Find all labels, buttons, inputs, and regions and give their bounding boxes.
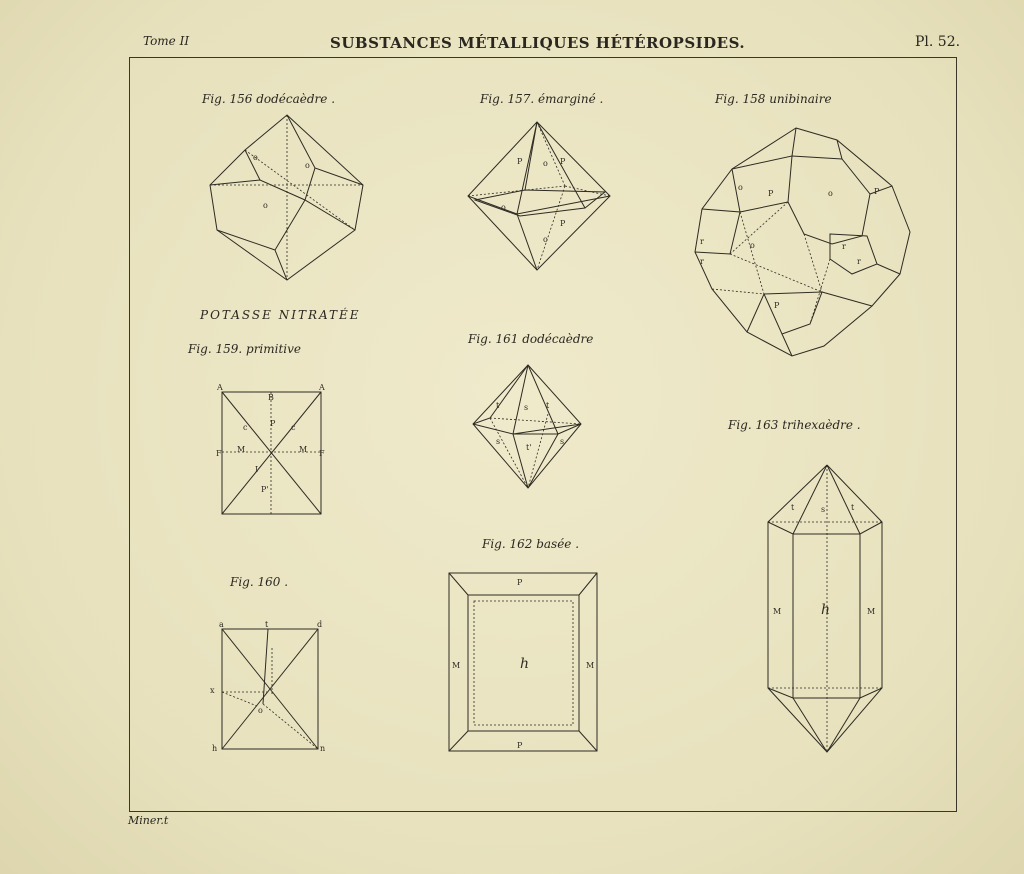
label-F: F (319, 449, 325, 458)
label-A: A (319, 383, 325, 392)
label-t-prime: t' (526, 443, 532, 452)
figure-157-octahedron (465, 118, 625, 276)
volume-label: Tome II (143, 34, 190, 48)
label-o: o (750, 241, 755, 250)
label-t: t (546, 401, 550, 410)
label-c: c (243, 423, 248, 432)
label-r: r (700, 257, 704, 266)
label-B: B (268, 393, 274, 402)
label-d: d (317, 620, 323, 629)
caption-fig-163: Fig. 163 trihexaèdre . (728, 418, 861, 432)
plate-number: Pl. 52. (915, 34, 961, 50)
label-P: P (517, 157, 523, 166)
label-r: r (842, 242, 846, 251)
label-P: P (560, 219, 566, 228)
caption-fig-160: Fig. 160 . (230, 575, 289, 589)
label-M: M (237, 445, 246, 454)
section-heading: POTASSE NITRATÉE (200, 308, 361, 322)
figure-158-unibinaire (692, 124, 914, 359)
label-M: M (299, 445, 308, 454)
label-s: s (821, 505, 826, 514)
label-s: s (560, 437, 565, 446)
label-r: r (857, 257, 861, 266)
label-o: o (828, 189, 833, 198)
label-A: A (217, 383, 223, 392)
label-P: P (874, 187, 880, 196)
figure-159-primitive (215, 384, 330, 520)
label-h: h (821, 602, 831, 618)
figure-160 (205, 618, 333, 758)
label-P: P (270, 419, 276, 428)
label-o: o (738, 183, 743, 192)
label-o: o (501, 203, 506, 212)
label-M: M (867, 607, 876, 616)
label-o: o (263, 201, 268, 210)
label-t: t (851, 503, 855, 512)
figure-162-basee (446, 570, 602, 756)
label-o: o (253, 153, 258, 162)
label-M: M (586, 661, 595, 670)
label-t: t (496, 401, 500, 410)
label-o: o (543, 235, 548, 244)
figure-161-bipyramid (468, 362, 588, 492)
label-a: a (219, 620, 224, 629)
label-P-prime: P' (261, 485, 269, 494)
figure-163-trihexaedre (765, 462, 887, 756)
label-I: I (255, 465, 259, 474)
label-o: o (305, 161, 310, 170)
label-P: P (517, 741, 523, 750)
figure-156-dodecahedron (205, 110, 370, 285)
label-r: r (700, 237, 704, 246)
plate-title: SUBSTANCES MÉTALLIQUES HÉTÉROPSIDES. (330, 34, 746, 52)
label-h: h (520, 656, 530, 672)
engraver-signature: Miner.t (128, 814, 169, 827)
label-s: s (524, 403, 529, 412)
label-c: c (291, 423, 296, 432)
label-o: o (543, 159, 548, 168)
caption-fig-158: Fig. 158 unibinaire (715, 92, 832, 106)
label-x: x (210, 686, 215, 695)
label-s: s (496, 437, 501, 446)
label-n: n (320, 744, 326, 753)
label-t: t (265, 620, 269, 629)
caption-fig-156: Fig. 156 dodécaèdre . (202, 92, 336, 106)
label-P: P (768, 189, 774, 198)
caption-fig-161: Fig. 161 dodécaèdre (468, 332, 594, 346)
label-t: t (791, 503, 795, 512)
label-P: P (517, 578, 523, 587)
label-P: P (774, 301, 780, 310)
label-F: F (216, 449, 222, 458)
caption-fig-162: Fig. 162 basée . (482, 537, 580, 551)
label-h: h (212, 744, 218, 753)
caption-fig-157: Fig. 157. émarginé . (480, 92, 604, 106)
label-P: P (560, 157, 566, 166)
caption-fig-159: Fig. 159. primitive (188, 342, 302, 356)
label-o: o (258, 706, 263, 715)
label-M: M (452, 661, 461, 670)
label-M: M (773, 607, 782, 616)
